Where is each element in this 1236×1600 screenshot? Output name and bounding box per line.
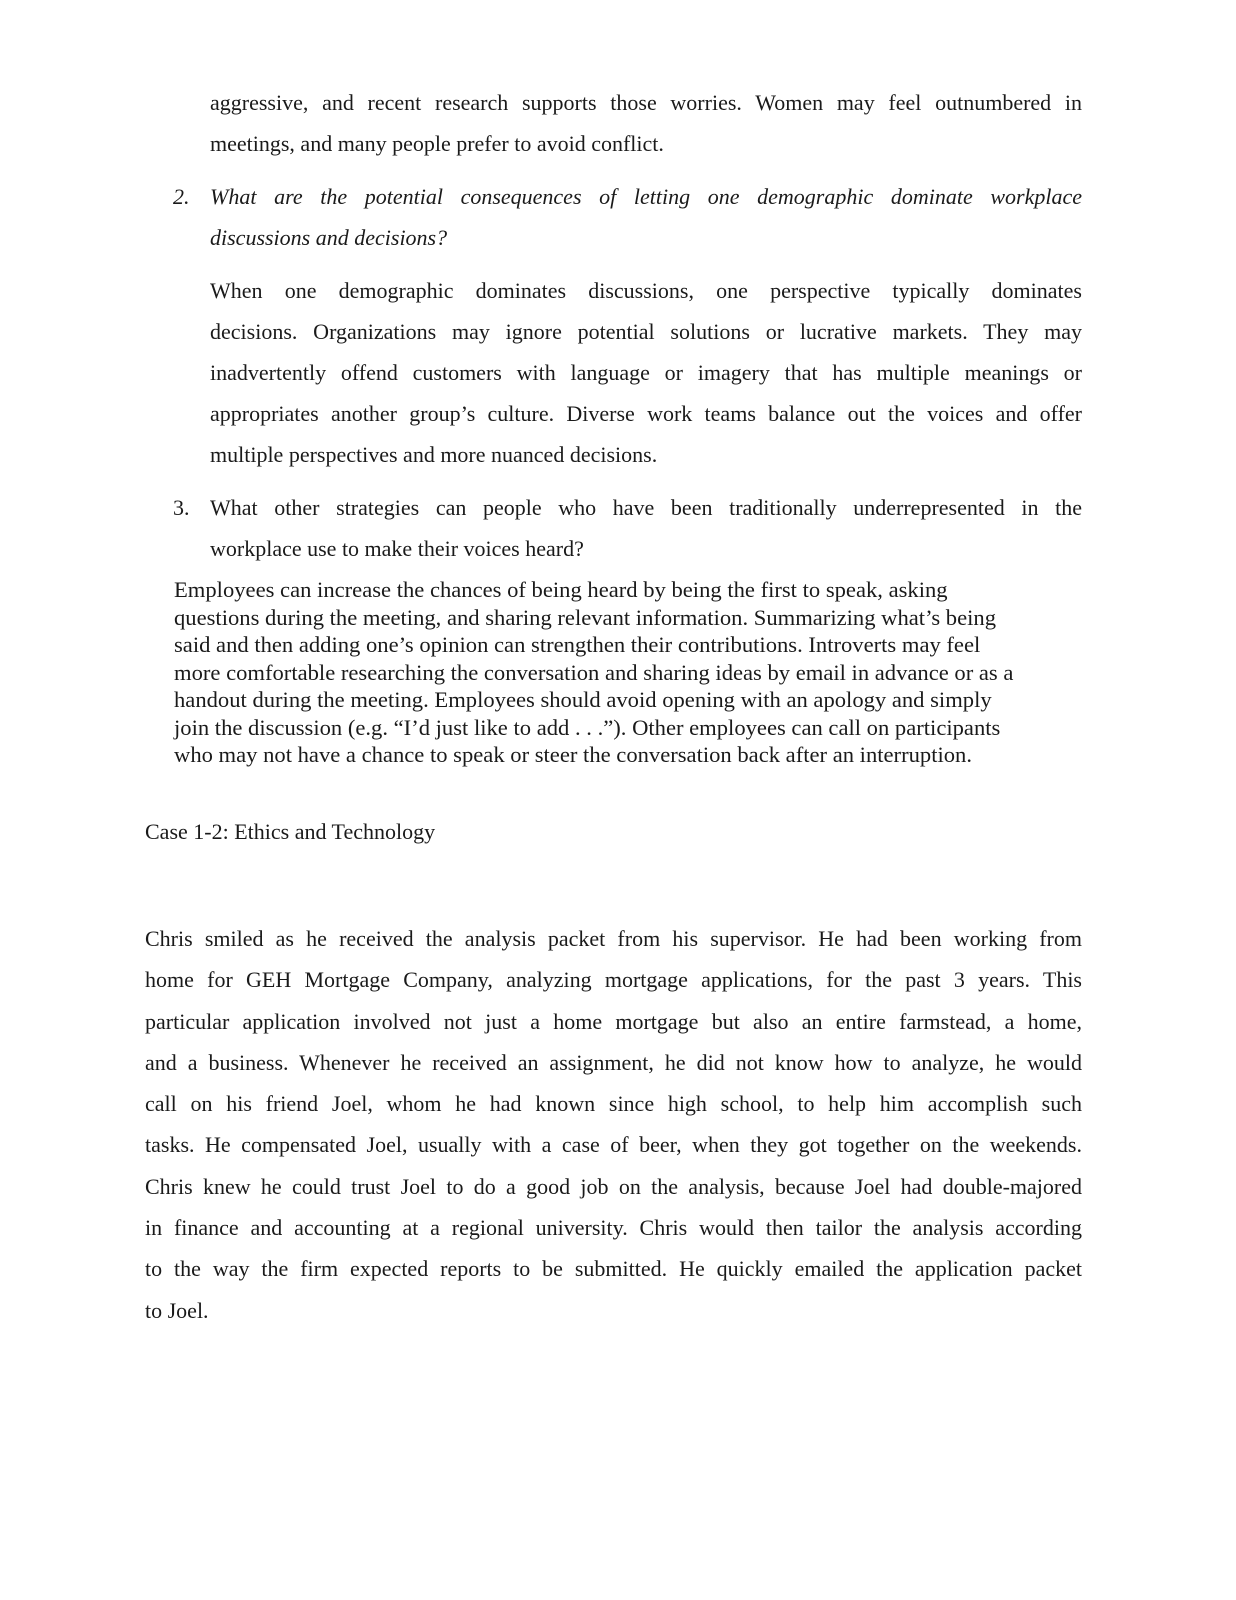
answer-2-line: multiple perspectives and more nuanced decisions. — [210, 442, 658, 467]
answer-3-line: who may not have a chance to speak or steer the conversation back after an interruption. — [174, 742, 972, 767]
answer-3-line: Employees can increase the chances of being heard by being the first to speak, asking — [174, 577, 948, 602]
answer-2 — [210, 270, 1082, 475]
question-2-line: What are the potential consequences of letting one demographic dominate workplace — [210, 184, 1082, 209]
case-body-line: to Joel. — [145, 1297, 209, 1323]
case-body — [145, 918, 1082, 1331]
answer-2-line: inadvertently offend customers with language or imagery that has multiple meanings or — [210, 360, 1082, 385]
question-2-number: 2. — [173, 184, 190, 209]
question-3-line: What other strategies can people who have been traditionally underrepresented in the — [210, 495, 1082, 520]
answer-1-line: meetings, and many people prefer to avoid conflict. — [210, 131, 664, 156]
question-3-number: 3. — [173, 495, 190, 520]
question-3-text — [210, 487, 1082, 569]
case-body-line: tasks. He compensated Joel, usually with a case of beer, when they got together on the weekends. — [145, 1132, 1082, 1158]
answer-1-line: aggressive, and recent research supports those worries. Women may feel outnumbered in — [210, 90, 1082, 115]
answer-3-line: questions during the meeting, and sharing relevant information. Summarizing what’s being — [174, 604, 996, 630]
case-body-line: in finance and accounting at a regional university. Chris would then tailor the analysis according — [145, 1215, 1082, 1241]
question-2-text — [210, 176, 1082, 258]
case-body-line: to the way the firm expected reports to be submitted. He quickly emailed the application packet — [145, 1256, 1082, 1282]
answer-3 — [174, 576, 1074, 769]
case-body-line: Chris knew he could trust Joel to do a good job on the analysis, because Joel had double-majored — [145, 1173, 1082, 1199]
case-body-line: particular application involved not just a home mortgage but also an entire farmstead, a home, — [145, 1008, 1082, 1034]
answer-3-line: join the discussion (e.g. “I’d just like to add . . .”). Other employees can call on participants — [174, 714, 1001, 740]
case-body-line: call on his friend Joel, whom he had known since high school, to help him accomplish such — [145, 1091, 1082, 1117]
question-3-line: workplace use to make their voices heard? — [210, 536, 584, 561]
answer-2-line: appropriates another group’s culture. Diverse work teams balance out the voices and offer — [210, 401, 1082, 426]
question-2-line: discussions and decisions? — [210, 225, 448, 250]
case-heading: Case 1-2: Ethics and Technology — [145, 819, 436, 844]
answer-3-line: said and then adding one’s opinion can strengthen their contributions. Introverts may feel — [174, 632, 981, 657]
answer-3-line: handout during the meeting. Employees should avoid opening with an apology and simply — [174, 687, 992, 712]
answer-3-line: more comfortable researching the conversation and sharing ideas by email in advance or as a — [174, 659, 1014, 685]
answer-1-tail — [210, 82, 1082, 164]
answer-2-line: When one demographic dominates discussions, one perspective typically dominates — [210, 278, 1082, 303]
case-body-line: Chris smiled as he received the analysis packet from his supervisor. He had been working from — [145, 926, 1082, 951]
answer-2-line: decisions. Organizations may ignore potential solutions or lucrative markets. They may — [210, 319, 1082, 344]
case-body-line: and a business. Whenever he received an assignment, he did not know how to analyze, he would — [145, 1049, 1082, 1075]
case-body-line: home for GEH Mortgage Company, analyzing mortgage applications, for the past 3 years. This — [145, 967, 1082, 993]
